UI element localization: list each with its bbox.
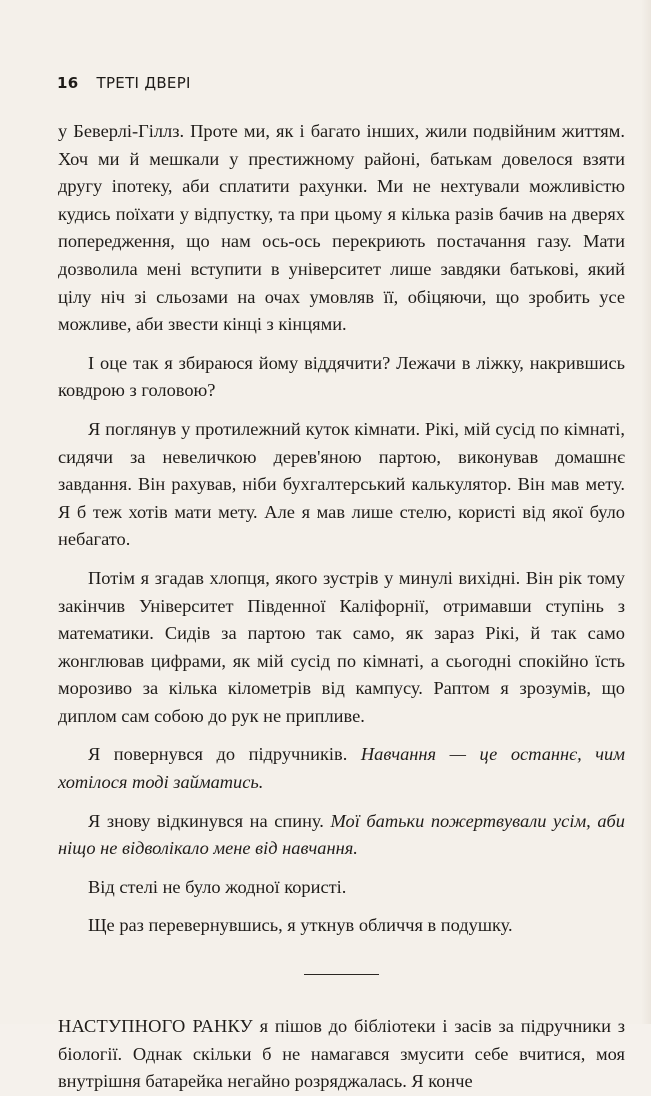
page-edge-shadow xyxy=(641,0,651,1024)
body-text xyxy=(58,118,625,1096)
paragraph-6-text: Я знову відкинувся на спину. xyxy=(88,810,331,831)
paragraph-6-italic: Мої батьки пожертвували усім, аби ніщо не відволікало мене від навчання. xyxy=(58,810,625,859)
page-number: 16 xyxy=(57,74,79,92)
paragraph-3: Я поглянув у протилежний куток кімнати. Рікі, мій сусід по кімнаті, сидячи за невеличкою дерев'яною партою, виконував домашнє завдання. Він рахував, ніби бухгалтерський калькулятор. Він мав мету. Я б теж хотів мати мету. Але я мав лише стелю, користі від якої було небагато. xyxy=(58,418,625,550)
paragraph-2: І оце так я збираюся йому віддячити? Лежачи в ліжку, накрившись ковдрою з головою? xyxy=(58,352,625,401)
section-divider xyxy=(304,974,379,975)
paragraph-5-italic: Навчання — це останнє, чим хотілося тоді займатись. xyxy=(58,744,625,793)
running-header xyxy=(57,74,191,92)
paragraph-7: Від стелі не було жодної користі. xyxy=(88,876,347,897)
paragraph-8: Ще раз перевернувшись, я уткнув обличчя в подушку. xyxy=(88,915,513,936)
section-2-text: я пішов до бібліотеки і засів за підручники з біології. Однак скільки б не намагався змусити себе вчитися, моя внутрішня батарейка негайно розряджалась. Я конче xyxy=(58,1016,625,1092)
section-2-opening xyxy=(58,1013,625,1096)
section-2-caps: НАСТУПНОГО РАНКУ xyxy=(58,1016,253,1037)
paragraph-5-text: Я повернувся до підручників. xyxy=(88,744,361,765)
paragraph-1: у Беверлі-Гіллз. Проте ми, як і багато інших, жили подвійним життям. Хоч ми й мешкали у престижному районі, батькам довелося взяти другу іпотеку, аби сплатити рахунки. Ми не нехтували можливістю кудись поїхати у відпустку, та при цьому я кілька разів бачив на дверях попередження, що нам ось-ось перекриють постачання газу. Мати дозволила мені вступити в університет лише завдяки батькові, який цілу ніч зі сльозами на очах умовляв її, обіцяючи, що зробить усе можливе, аби звести кінці з кінцями. xyxy=(58,121,625,335)
paragraph-4: Потім я згадав хлопця, якого зустрів у минулі вихідні. Він рік тому закінчив Університет Південної Каліфорнії, отримавши ступінь з математики. Сидів за партою так само, як зараз Рікі, й так само жонглював цифрами, як мій сусід по кімнаті, а сьогодні спокійно їсть морозиво за кілька кілометрів від кампусу. Раптом я зрозумів, що диплом сам собою до рук не припливе. xyxy=(58,567,625,726)
paragraph-6 xyxy=(58,808,625,863)
paragraph-5 xyxy=(58,741,625,796)
chapter-title: ТРЕТІ ДВЕРІ xyxy=(96,74,191,92)
